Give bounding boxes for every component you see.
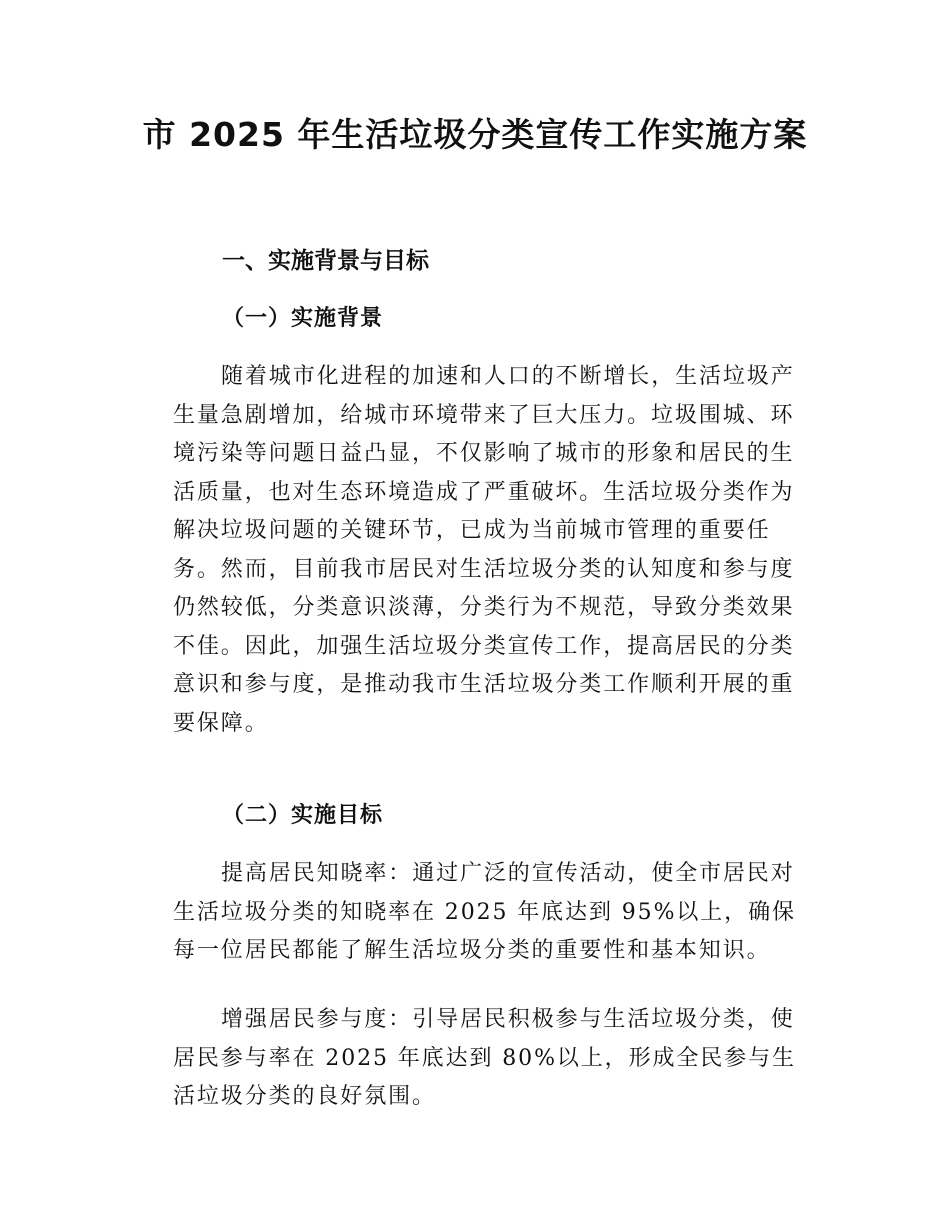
subsection-heading-goals: （二）实施目标: [222, 802, 384, 828]
paragraph-background: 随着城市化进程的加速和人口的不断增长，生活垃圾产生量急剧增加，给城市环境带来了巨大压力。垃圾围城、环境污染等问题日益凸显，不仅影响了城市的形象和居民的生活质量，也对生态环境造成了严重破坏。生活垃圾分类作为解决垃圾问题的关键环节，已成为当前城市管理的重要任务。然而，目前我市居民对生活垃圾分类的认知度和参与度仍然较低，分类意识淡薄，分类行为不规范，导致分类效果不佳。因此，加强生活垃圾分类宣传工作，提高居民的分类意识和参与度，是推动我市生活垃圾分类工作顺利开展的重要保障。: [173, 364, 795, 736]
document-title: 市 2025 年生活垃圾分类宣传工作实施方案: [142, 115, 808, 154]
paragraph-goal-awareness: 提高居民知晓率：通过广泛的宣传活动，使全市居民对生活垃圾分类的知晓率在 2025 年底达到 95%以上，确保每一位居民都能了解生活垃圾分类的重要性和基本知识。: [173, 861, 796, 963]
section-heading-background-and-goals: 一、实施背景与目标: [222, 248, 429, 274]
subsection-heading-background: （一）实施背景: [222, 305, 384, 331]
paragraph-goal-participation: 增强居民参与度：引导居民积极参与生活垃圾分类，使居民参与率在 2025 年底达到 80%以上，形成全民参与生活垃圾分类的良好氛围。: [173, 1007, 796, 1109]
